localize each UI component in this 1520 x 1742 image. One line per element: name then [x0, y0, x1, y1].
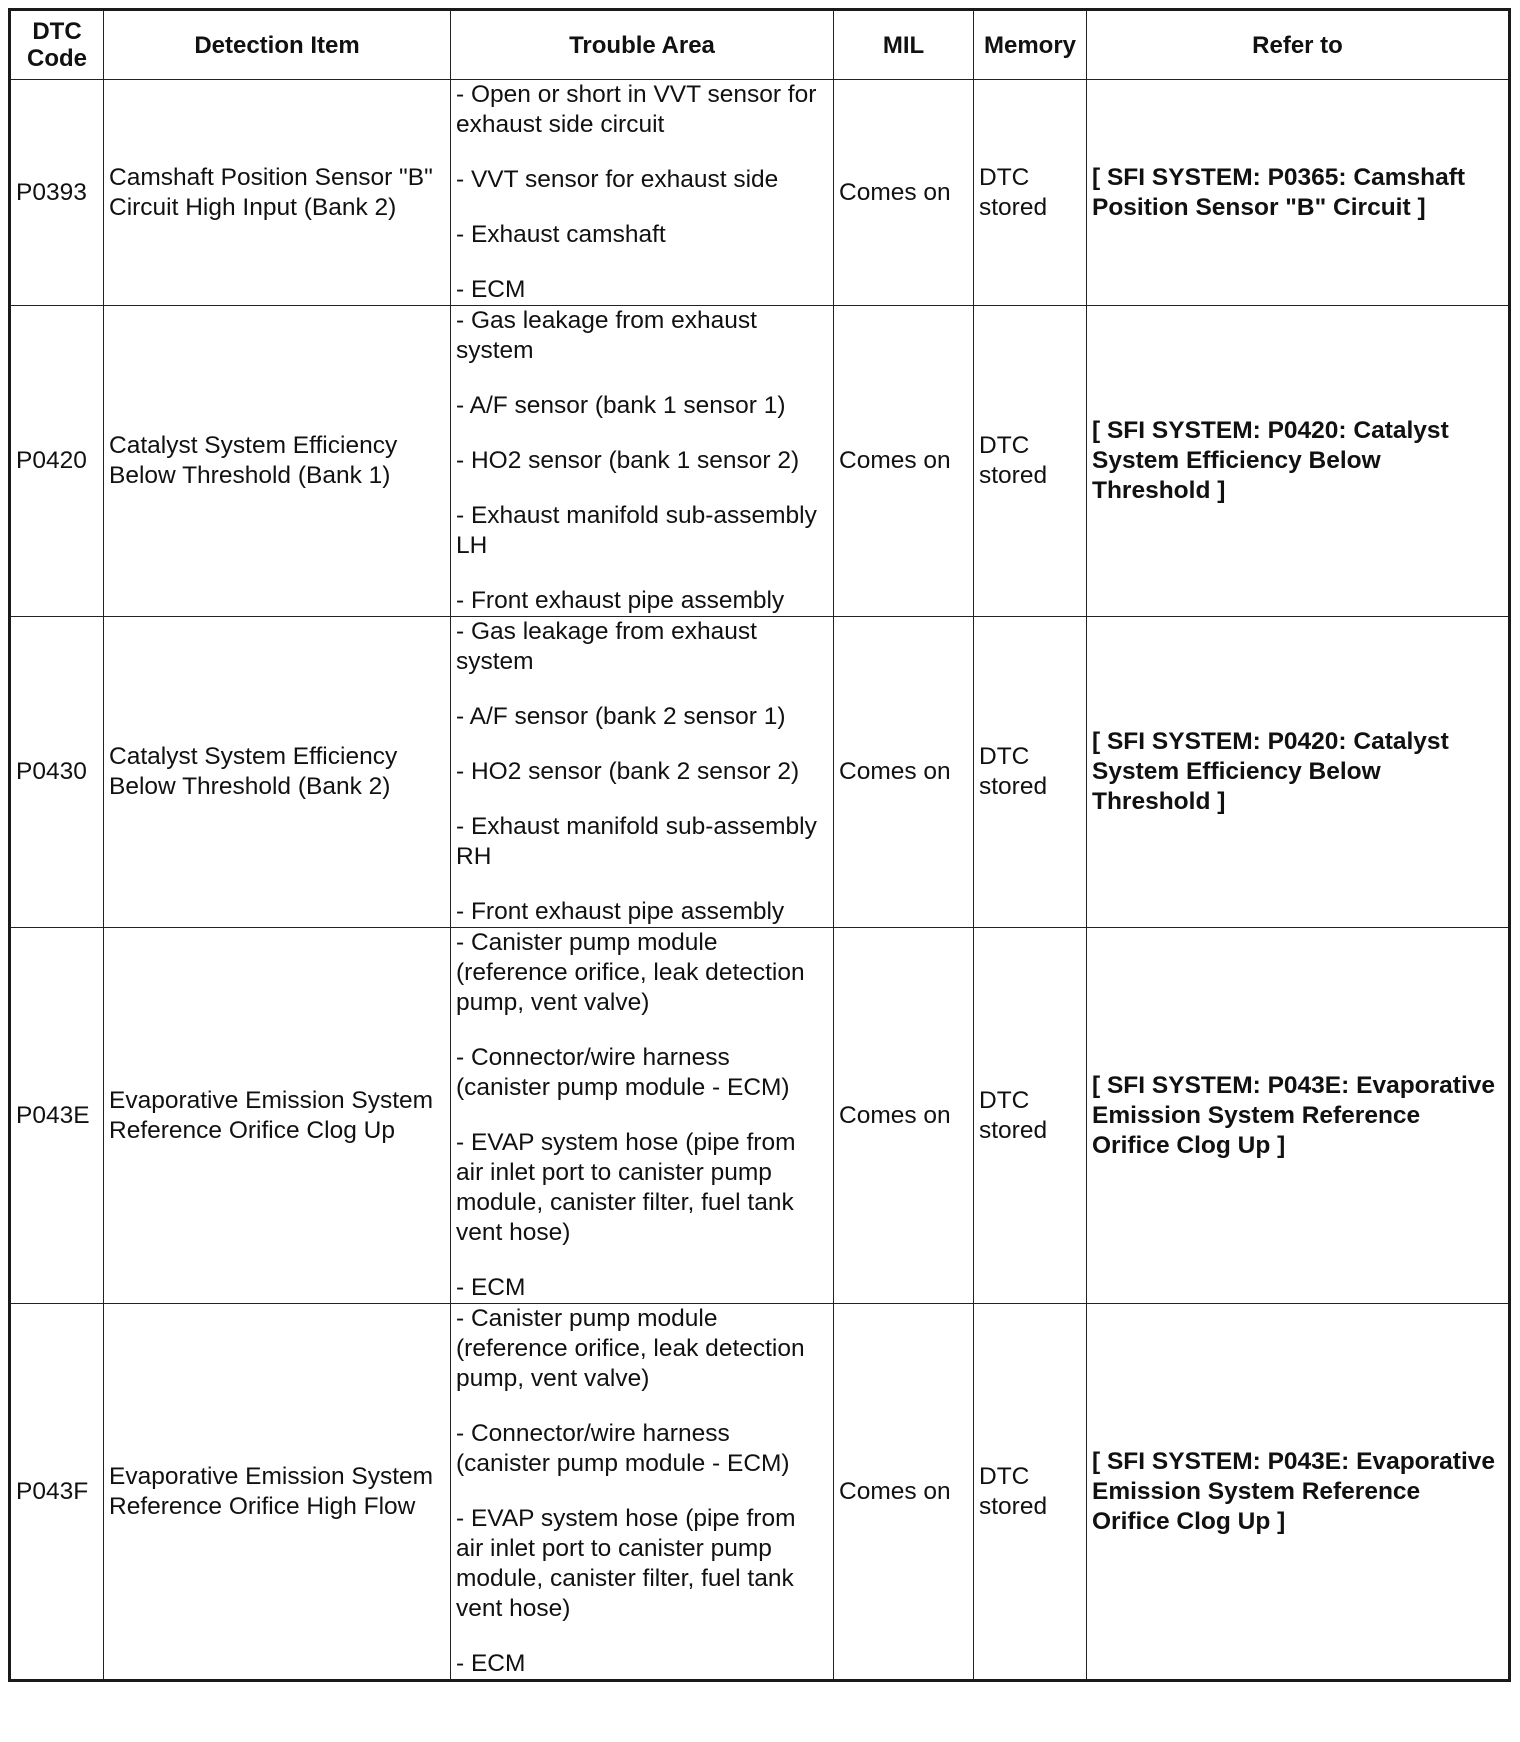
trouble-area-item: - ECM — [456, 1650, 526, 1677]
table-row — [10, 306, 1510, 617]
dtc-code-cell: P0430 — [10, 617, 104, 928]
trouble-area-item: - HO2 sensor (bank 1 sensor 2) — [456, 447, 800, 474]
header-trouble-area: Trouble Area — [451, 10, 834, 80]
table-body — [10, 80, 1510, 1681]
mil-cell: Comes on — [834, 80, 974, 306]
refer-to-cell: [ SFI SYSTEM: P0420: Catalyst System Efficiency Below Threshold ] — [1087, 617, 1510, 928]
detection-item-cell: Evaporative Emission System Reference Orifice High Flow — [104, 1304, 451, 1681]
header-mil: MIL — [834, 10, 974, 80]
detection-item-cell: Evaporative Emission System Reference Orifice Clog Up — [104, 928, 451, 1304]
header-dtc-code — [10, 10, 104, 80]
header-detection-item: Detection Item — [104, 10, 451, 80]
memory-cell: DTC stored — [974, 617, 1087, 928]
memory-cell: DTC stored — [974, 80, 1087, 306]
trouble-area-item: - HO2 sensor (bank 2 sensor 2) — [456, 758, 800, 785]
trouble-area-item: - EVAP system hose (pipe from air inlet port to canister pump module, canister filter, fuel tank vent hose) — [456, 1129, 796, 1246]
trouble-area-item: - Exhaust camshaft — [456, 221, 666, 248]
dtc-code-cell: P0393 — [10, 80, 104, 306]
header-dtc-code-line2: Code — [27, 45, 87, 72]
trouble-area-item: - Exhaust manifold sub-assembly LH — [456, 502, 817, 559]
dtc-table — [8, 8, 1511, 1682]
trouble-area-item: - ECM — [456, 276, 526, 303]
trouble-area-item: - Connector/wire harness (canister pump module - ECM) — [456, 1044, 790, 1101]
dtc-code-cell: P043F — [10, 1304, 104, 1681]
mil-cell: Comes on — [834, 617, 974, 928]
detection-item-cell: Catalyst System Efficiency Below Threshold (Bank 2) — [104, 617, 451, 928]
memory-cell: DTC stored — [974, 306, 1087, 617]
mil-cell: Comes on — [834, 928, 974, 1304]
refer-to-cell: [ SFI SYSTEM: P0365: Camshaft Position Sensor "B" Circuit ] — [1087, 80, 1510, 306]
table-row — [10, 617, 1510, 928]
trouble-area-item: - EVAP system hose (pipe from air inlet port to canister pump module, canister filter, fuel tank vent hose) — [456, 1505, 796, 1622]
trouble-area-cell — [451, 1304, 834, 1681]
refer-to-cell: [ SFI SYSTEM: P043E: Evaporative Emission System Reference Orifice Clog Up ] — [1087, 928, 1510, 1304]
refer-to-cell: [ SFI SYSTEM: P043E: Evaporative Emission System Reference Orifice Clog Up ] — [1087, 1304, 1510, 1681]
trouble-area-item: - A/F sensor (bank 2 sensor 1) — [456, 703, 786, 730]
refer-to-cell: [ SFI SYSTEM: P0420: Catalyst System Efficiency Below Threshold ] — [1087, 306, 1510, 617]
dtc-code-cell: P043E — [10, 928, 104, 1304]
trouble-area-item: - ECM — [456, 1274, 526, 1301]
trouble-area-cell — [451, 80, 834, 306]
mil-cell: Comes on — [834, 1304, 974, 1681]
trouble-area-item: - Front exhaust pipe assembly — [456, 898, 785, 925]
trouble-area-item: - A/F sensor (bank 1 sensor 1) — [456, 392, 786, 419]
trouble-area-cell — [451, 928, 834, 1304]
detection-item-cell: Camshaft Position Sensor "B" Circuit High Input (Bank 2) — [104, 80, 451, 306]
trouble-area-item: - Exhaust manifold sub-assembly RH — [456, 813, 817, 870]
trouble-area-item: - Gas leakage from exhaust system — [456, 618, 757, 675]
header-row — [10, 10, 1510, 80]
table-row — [10, 928, 1510, 1304]
detection-item-cell: Catalyst System Efficiency Below Threshold (Bank 1) — [104, 306, 451, 617]
trouble-area-item: - Front exhaust pipe assembly — [456, 587, 785, 614]
table-row — [10, 1304, 1510, 1681]
mil-cell: Comes on — [834, 306, 974, 617]
dtc-code-cell: P0420 — [10, 306, 104, 617]
trouble-area-cell — [451, 617, 834, 928]
trouble-area-item: - Canister pump module (reference orifice, leak detection pump, vent valve) — [456, 929, 805, 1016]
trouble-area-item: - VVT sensor for exhaust side — [456, 166, 779, 193]
header-refer-to: Refer to — [1087, 10, 1510, 80]
trouble-area-item: - Open or short in VVT sensor for exhaust side circuit — [456, 81, 817, 138]
memory-cell: DTC stored — [974, 928, 1087, 1304]
trouble-area-item: - Canister pump module (reference orifice, leak detection pump, vent valve) — [456, 1305, 805, 1392]
trouble-area-cell — [451, 306, 834, 617]
memory-cell: DTC stored — [974, 1304, 1087, 1681]
header-dtc-code-line1: DTC — [32, 18, 82, 45]
table-row — [10, 80, 1510, 306]
header-memory: Memory — [974, 10, 1087, 80]
trouble-area-item: - Gas leakage from exhaust system — [456, 307, 757, 364]
trouble-area-item: - Connector/wire harness (canister pump module - ECM) — [456, 1420, 790, 1477]
